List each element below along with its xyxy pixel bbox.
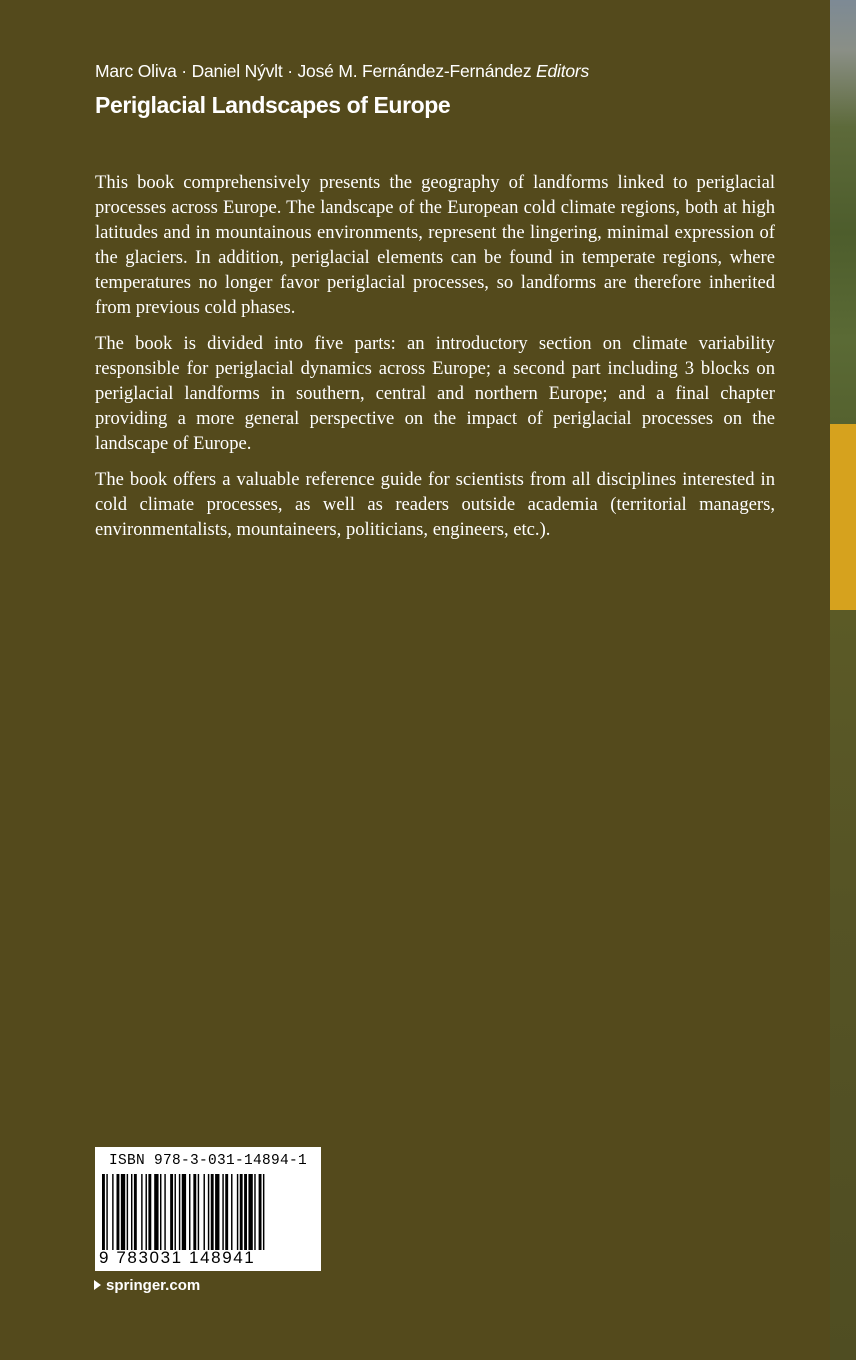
barcode-bars-icon [102,1174,314,1250]
spine-color-band [830,424,856,610]
blurb [95,170,775,553]
arrow-right-icon [94,1280,101,1290]
editor-names: Marc Oliva · Daniel Nývlt · José M. Fernández-Fernández [95,61,532,81]
barcode-digits: 9 783031 148941 [99,1248,256,1267]
book-title: Periglacial Landscapes of Europe [95,92,451,118]
spine-lower-strip [830,610,856,1360]
publisher-link[interactable] [94,1277,200,1294]
isbn-barcode [95,1147,321,1271]
blurb-paragraph-3: The book offers a valuable reference guide for scientists from all disciplines interested in cold climate processes, as well as readers outside academia (territorial managers, environmentalists, mountaineers, politicians, engineers, etc.). [95,469,775,540]
blurb-paragraph-2: The book is divided into five parts: an introductory section on climate variability responsible for periglacial dynamics across Europe; a second part including 3 blocks on periglacial landforms in southern, central and northern Europe; and a final chapter providing a more general perspective on the impact of periglacial processes on the landscape of Europe. [95,333,775,454]
editors-line [95,61,589,82]
blurb-paragraph-1: This book comprehensively presents the geography of landforms linked to periglacial processes across Europe. The landscape of the European cold climate regions, both at high latitudes and in mountainous environments, represent the lingering, minimal expression of the glaciers. In addition, periglacial elements can be found in temperate regions, where temperatures no longer favor periglacial processes, so landforms are therefore inherited from previous cold phases. [95,172,775,318]
publisher-url: springer.com [106,1277,201,1294]
isbn-label: ISBN 978-3-031-14894-1 [108,1153,308,1169]
spine-photo-strip [830,0,856,424]
editors-role: Editors [536,61,590,81]
